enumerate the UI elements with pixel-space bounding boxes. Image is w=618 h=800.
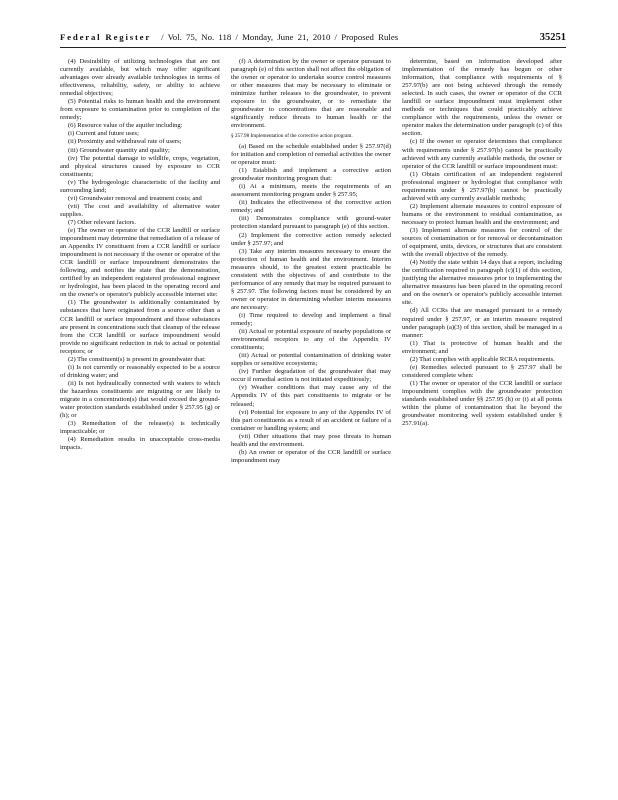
paragraph: (b) An owner or operator of the CCR landfill or surface impoundment may <box>231 448 391 464</box>
paragraph: (ii) Is not hydraulically connected with waters to which the hazardous constituents are migrating or are likely to migrate in a concentration(s) that would exceed the ground-water protection standards established under § 257.95 (g) or (h); or <box>60 379 220 420</box>
paragraph: (2) Implement the corrective action remedy selected under § 257.97; and <box>231 231 391 247</box>
text-column-2 <box>231 58 391 783</box>
paragraph: (3) Implement alternate measures for control of the sources of contamination or for removal or decontamination of equipment, units, devices, or structures that are consistent with the overall objective of the remedy. <box>402 226 562 259</box>
paragraph: (1) The owner or operator of the CCR landfill or surface impoundment complies with the groundwater protection standards established under §§ 257.95 (h) or (i) at all points within the plume of contamination that lie beyond the groundwater monitoring well system established under § 257.91(a). <box>402 379 562 428</box>
paragraph: (e) Remedies selected pursuant to § 257.97 shall be considered complete when: <box>402 363 562 379</box>
paragraph: (a) Based on the schedule established under § 257.97(d) for initiation and completion of remedial activities the owner or operator must: <box>231 143 391 167</box>
paragraph: (7) Other relevant factors. <box>68 218 136 226</box>
paragraph: (1) Establish and implement a corrective action groundwater monitoring program that: <box>231 167 391 183</box>
paragraph: (4) Desirability of utilizing technologies that are not currently available, but which may offer significant advantages over already available technologies in terms of effectiveness, reliability, safety, or ability to achieve remedial objectives; <box>60 58 220 98</box>
paragraph: (1) The groundwater is additionally contaminated by substances that have originated from a source other than a CCR landfill or surface impoundment and those substances are present in concentrations such that cleanup of the release from the CCR landfill or surface impoundment would provide no significant reduction in risk to actual or potential receptors; or <box>60 299 220 355</box>
paragraph: (5) Potential risks to human health and the environment from exposure to contamination prior to completion of the remedy; <box>60 98 220 122</box>
paragraph: (3) Remediation of the release(s) is technically impracticable; or <box>60 420 220 436</box>
paragraph: (i) At a minimum, meets the requirements of an assessment monitoring program under § 257.95; <box>231 183 391 199</box>
paragraph: (c) If the owner or operator determines that compliance with requirements under § 257.97(b) cannot be practically achieved with any currently available methods, the owner or operator of the CCR landfill or surface impoundment must: <box>402 138 562 170</box>
paragraph: (i) Is not currently or reasonably expected to be a source of drinking water; and <box>60 363 220 379</box>
paragraph: (vii) Other situations that may pose threats to human health and the environment. <box>231 432 391 448</box>
section-heading: § 257.98 Implementation of the corrective action program. <box>231 133 353 140</box>
paragraph: (vii) The cost and availability of alternative water supplies. <box>60 202 220 218</box>
header-rule <box>60 47 566 48</box>
text-column-1 <box>60 58 220 783</box>
paragraph: (ii) Proximity and withdrawal rate of users; <box>68 138 182 146</box>
paragraph: (i) Current and future uses; <box>68 130 139 138</box>
paragraph: (i) Time required to develop and implement a final remedy; <box>231 312 391 328</box>
running-header <box>60 32 566 46</box>
paragraph: (iii) Actual or potential contamination of drinking water supplies or sensitive ecosystems; <box>231 352 391 368</box>
paragraph: (4) Remediation results in unacceptable cross-media impacts. <box>60 436 220 452</box>
paragraph: (ii) Indicates the effectiveness of the corrective action remedy; and <box>231 199 391 215</box>
paragraph: (ii) Actual or potential exposure of nearby populations or environmental receptors to any of the Appendix IV constituents; <box>231 328 391 352</box>
paragraph: (vi) Potential for exposure to any of the Appendix IV of this part constituents as a result of an accident or failure of a container or handling system; and <box>231 408 391 432</box>
paragraph: (vi) Groundwater removal and treatment costs; and <box>68 194 202 202</box>
paragraph: (1) Obtain certification of an independent registered professional engineer or hydrologist that compliance with requirements under § 257.97(b) cannot be practically achieved with any currently available methods; <box>402 170 562 202</box>
paragraph: (6) Resource value of the aquifer including: <box>68 122 183 130</box>
paragraph: (v) Weather conditions that may cause any of the Appendix IV of this part constituents to migrate or be released; <box>231 384 391 408</box>
paragraph: (iv) Further degradation of the groundwater that may occur if remedial action is not initiated expeditiously; <box>231 368 391 384</box>
page-number: 35251 <box>539 32 566 43</box>
paragraph: (iii) Demonstrates compliance with ground-water protection standard pursuant to paragraph (e) of this section. <box>231 215 391 231</box>
paragraph: (2) That complies with applicable RCRA requirements. <box>410 355 555 363</box>
paragraph: (2) The constituent(s) is present in groundwater that: <box>68 355 206 363</box>
text-column-3 <box>402 58 562 783</box>
paragraph: (4) Notify the state within 14 days that a report, including the certification required in paragraph (c)(1) of this section, justifying the alternative measures prior to implementing the alternative measures has been placed in the operating record and on the owner's or operator's publicly accessible internet site. <box>402 259 562 307</box>
journal-title: Federal Register <box>60 32 152 42</box>
paragraph: (3) Take any interim measures necessary to ensure the protection of human health and the environment. Interim measures should, to the greatest extent practicable be consistent with the objectives of and contribute to the performance of any remedy that may be required pursuant to § 257.97. The following factors must be considered by an owner or operator in determining whether interim measures are necessary: <box>231 247 391 311</box>
paragraph: (e) The owner or operator of the CCR landfill or surface impoundment may determine that remediation of a release of an Appendix IV constituent from a CCR landfill or surface impoundment is not necessary if the owner or operator of the CCR landfill or surface impoundment demonstrates the following, and notifies the state that the demonstration, certified by an independent registered professional engineer or hydrologist, has been placed in the operating record and on the owner's or operator's publicly accessible internet site: <box>60 226 220 299</box>
paragraph: (f) A determination by the owner or operator pursuant to paragraph (e) of this section shall not affect the obligation of the owner or operator to undertake source control measures or other measures that may be necessary to eliminate or minimize further releases to the groundwater, to prevent exposure to the groundwater, or to remediate the groundwater to concentrations that are reasonable and significantly reduce threats to human health or the environment. <box>231 58 391 130</box>
paragraph: (d) All CCRs that are managed pursuant to a remedy required under § 257.97, or an interim measure required under paragraph (a)(3) of this section, shall be managed in a manner: <box>402 307 562 339</box>
paragraph: (iv) The potential damage to wildlife, crops, vegetation, and physical structures caused by exposure to CCR constituents; <box>60 154 220 178</box>
paragraph: (iii) Groundwater quantity and quality; <box>68 146 170 154</box>
paragraph: (2) Implement alternate measures to control exposure of humans or the environment to residual contamination, as necessary to protect human health and the environment; and <box>402 202 562 226</box>
paragraph: determine, based on information developed after implementation of the remedy has begun or other information, that compliance with requirements of § 257.97(b) are not being achieved through the remedy selected. In such cases, the owner or operator of the CCR landfill or surface impoundment must implement other methods or techniques that could practicably achieve compliance with the requirements, unless the owner or operator makes the determination under paragraph (c) of this section. <box>402 58 562 138</box>
issue-info: / Vol. 75, No. 118 / Monday, June 21, 2010 / Proposed Rules <box>161 32 399 42</box>
paragraph: (1) That is protective of human health and the environment; and <box>402 339 562 355</box>
paragraph: (v) The hydrogeologic characteristic of the facility and surrounding land; <box>60 178 220 194</box>
